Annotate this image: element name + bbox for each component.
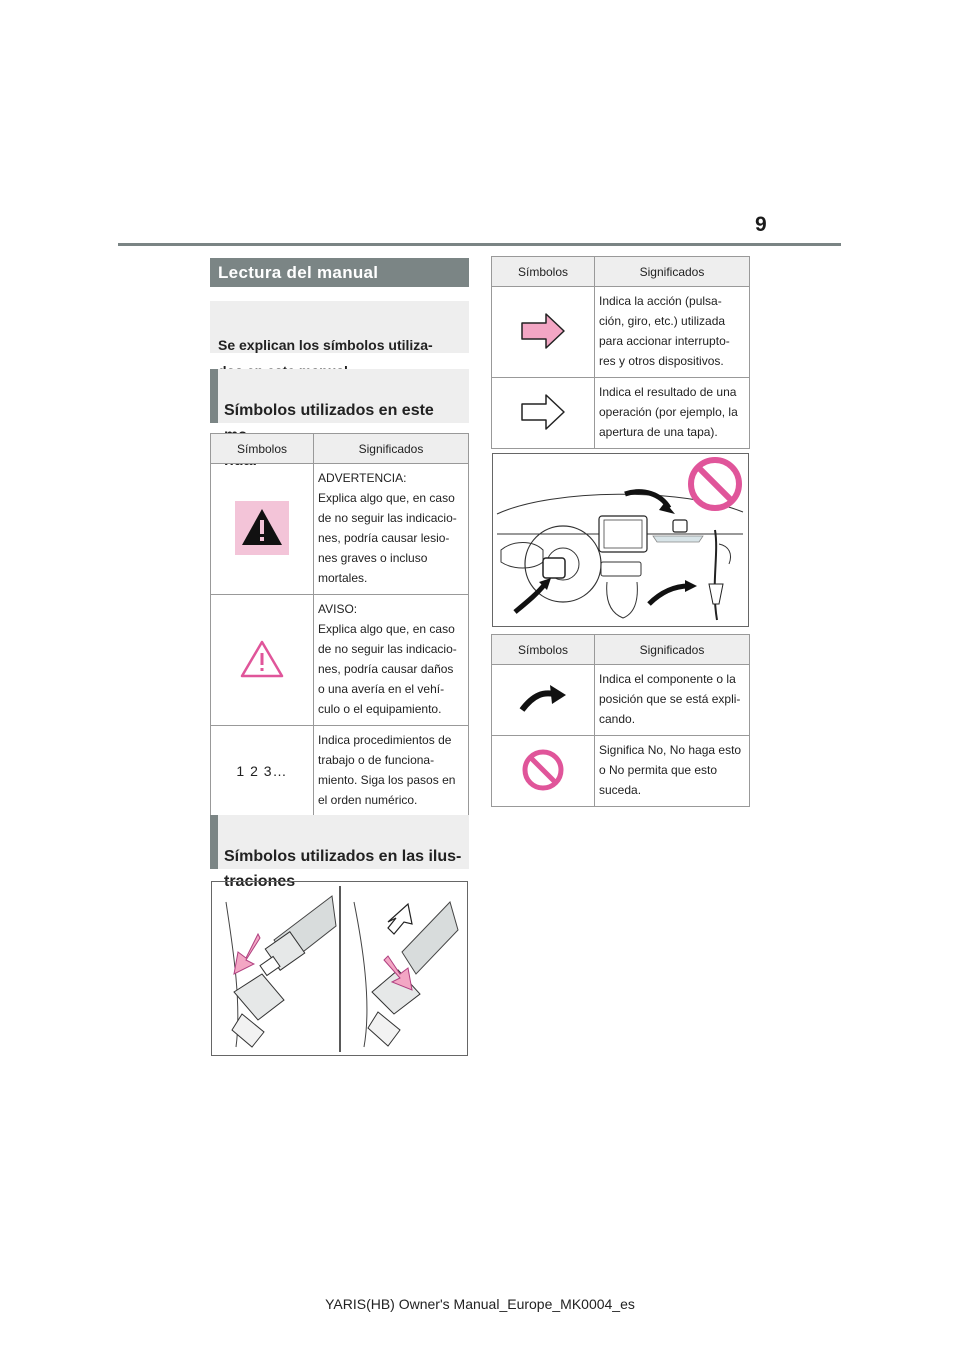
seatbelt-illustration <box>212 882 467 1055</box>
symbol-cell <box>492 736 595 807</box>
illustration-symbols-heading <box>210 815 469 890</box>
symbol-cell <box>492 287 595 378</box>
section-title <box>210 258 469 287</box>
symbol-cell <box>211 726 314 817</box>
symbol-cell <box>211 464 314 595</box>
meaning-cell <box>595 287 750 378</box>
table-row <box>211 726 469 817</box>
curved-arrow-text: Indica el componente o la posición que se está expli- cando. <box>599 672 741 726</box>
warning-label: ADVERTENCIA: <box>318 471 407 485</box>
outline-arrow-icon <box>520 393 566 431</box>
table-header-row <box>211 434 469 464</box>
meaning-cell <box>595 665 750 736</box>
dashboard-illustration <box>493 454 748 626</box>
col-meanings-header: Significados <box>314 434 469 464</box>
caution-label: AVISO: <box>318 602 358 616</box>
manual-symbols-table <box>210 433 469 817</box>
warning-text: Explica algo que, en caso de no seguir las indicacio- nes, podría causar lesio- nes graves o incluso mortales. <box>318 491 457 585</box>
symbol-cell <box>211 595 314 726</box>
table-row <box>211 464 469 595</box>
pink-arrow-icon <box>520 312 566 350</box>
table-row <box>211 595 469 726</box>
seatbelt-figure <box>211 881 468 1056</box>
table-row <box>492 378 750 449</box>
prohibition-icon <box>520 747 566 793</box>
steps-icon: 1 2 3… <box>236 763 288 779</box>
illustration-symbols-table <box>491 634 750 807</box>
col-meanings-header: Significados <box>595 635 750 665</box>
steps-text: Indica procedimientos de trabajo o de funciona- miento. Siga los pasos en el orden numérico. <box>318 733 456 807</box>
intro-text: Se explican los símbolos utiliza- <box>218 337 433 353</box>
action-symbols-table <box>491 256 750 449</box>
result-arrow-text: Indica el resultado de una operación (por ejemplo, la apertura de una tapa). <box>599 385 738 439</box>
col-symbols-header: Símbolos <box>211 434 314 464</box>
caution-outline-icon <box>239 639 285 679</box>
header-rule <box>118 243 841 246</box>
table-row <box>492 736 750 807</box>
illustration-symbols-heading-text: Símbolos utilizados en las ilus- traciones <box>224 848 462 890</box>
meaning-cell <box>314 595 469 726</box>
table-row <box>492 287 750 378</box>
meaning-cell <box>314 464 469 595</box>
manual-symbols-heading <box>210 369 469 423</box>
intro-box <box>210 301 469 353</box>
table-header-row <box>492 635 750 665</box>
warning-filled-icon <box>235 501 289 555</box>
page-footer: YARIS(HB) Owner's Manual_Europe_MK0004_es <box>325 1296 635 1312</box>
meaning-cell <box>314 726 469 817</box>
manual-symbols-heading-text: Símbolos utilizados en este <box>224 402 434 419</box>
meaning-cell <box>595 736 750 807</box>
symbol-cell <box>492 665 595 736</box>
table-row <box>492 665 750 736</box>
page-number: 9 <box>755 213 767 236</box>
section-title-text: Lectura del manual <box>218 263 379 282</box>
prohibition-text: Significa No, No haga esto o No permita que esto suceda. <box>599 743 742 797</box>
caution-text: Explica algo que, en caso de no seguir las indicacio- nes, podría causar daños o una avería en el vehí- culo o el equipamiento. <box>318 622 457 716</box>
curved-arrow-icon <box>518 682 568 716</box>
table-header-row <box>492 257 750 287</box>
col-symbols-header: Símbolos <box>492 257 595 287</box>
symbol-cell <box>492 378 595 449</box>
col-meanings-header: Significados <box>595 257 750 287</box>
action-arrow-text: Indica la acción (pulsa- ción, giro, etc.) utilizada para accionar interrupto- res y otros dispositivos. <box>599 294 730 368</box>
meaning-cell <box>595 378 750 449</box>
dashboard-figure <box>492 453 749 627</box>
col-symbols-header: Símbolos <box>492 635 595 665</box>
